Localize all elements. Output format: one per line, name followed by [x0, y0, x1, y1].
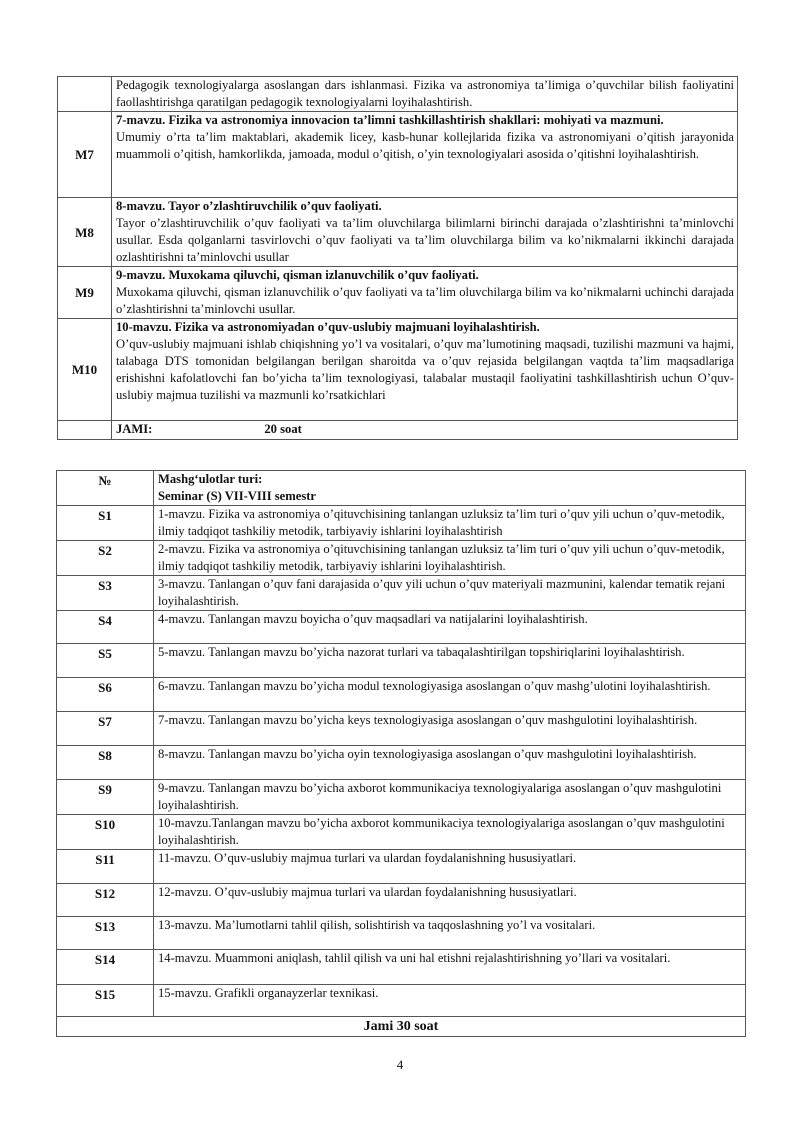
table-row: [57, 815, 746, 850]
row-content: [112, 77, 738, 112]
row-text: 10-mavzu.Tanlangan mavzu bo’yicha axborot kommunikaciya texnologiyalariga asoslangan o’quv mashgulotini loyihalashtirish.: [154, 815, 746, 850]
table-row: [57, 611, 746, 644]
table-row: [57, 746, 746, 780]
row-title: 8-mavzu. Tayor o’zlashtiruvchilik o’quv faoliyati.: [116, 199, 382, 213]
total-hours: 20 soat: [264, 422, 302, 436]
row-code: S8: [57, 746, 154, 780]
row-text: 6-mavzu. Tanlangan mavzu bo’yicha modul texnologiyasiga asoslangan o’quv mashg’ulotini loyihalashtirish.: [154, 678, 746, 712]
page-number: 4: [396, 1057, 404, 1072]
row-code: M10: [58, 319, 112, 421]
row-content: [112, 267, 738, 319]
row-code: S6: [57, 678, 154, 712]
row-code: M9: [58, 267, 112, 319]
row-content: [112, 198, 738, 267]
table-row: [57, 850, 746, 884]
total-row: [57, 1017, 746, 1037]
row-code: S10: [57, 815, 154, 850]
row-code: M7: [58, 112, 112, 198]
row-text: 7-mavzu. Tanlangan mavzu bo’yicha keys texnologiyasiga asoslangan o’quv mashgulotini loyihalashtirish.: [154, 712, 746, 746]
table-row: [58, 77, 738, 112]
total-row: [58, 421, 738, 440]
row-description: Muxokama qiluvchi, qisman izlanuvchilik o’quv faoliyati va ta’lim oluvchilarga bilim va ko’nikmalarni uchinchi darajada o’zlashtirishni ta’minlovchi usullar.: [116, 285, 734, 316]
row-code: M8: [58, 198, 112, 267]
row-code: S12: [57, 884, 154, 917]
table-row: [57, 950, 746, 985]
row-code: S3: [57, 576, 154, 611]
table-row: [57, 644, 746, 678]
table-row: [57, 576, 746, 611]
table-row: [58, 319, 738, 421]
row-description: O’quv-uslubiy majmuani ishlab chiqishning yo’l va vositalari, o’quv ma’lumotining maqsadi, tuzilishi mazmuni va hajmi, talabaga DTS tomonidan belgilangan berilgan sharoitda va o’quv rejasida belgilangan vaqtda ta’lim maqsadlariga erishishni kafolatlovchi fan bo’yicha ta’lim texnologiyasi, talabalar mustaqil faoliyatini tashkillashtirish uchun O’quv-uslubiy majmua tuzilishi va mazmunli ko’rsatkichlari: [116, 337, 734, 402]
table-row: [57, 917, 746, 950]
row-text: 12-mavzu. O’quv-uslubiy majmua turlari va ulardan foydalanishning hususiyatlari.: [154, 884, 746, 917]
total-cell: Jami 30 soat: [57, 1017, 746, 1037]
row-text: 2-mavzu. Fizika va astronomiya o’qituvchisining tanlangan uzluksiz ta’lim turi o’quv yili uchun o’quv-metodik, ilmiy tadqiqot tashkiliy metodik, tarbiyaviy ishlarini loyihalashtirish.: [154, 541, 746, 576]
table-row: [57, 985, 746, 1017]
table-row: [58, 112, 738, 198]
row-text: 11-mavzu. O’quv-uslubiy majmua turlari va ulardan foydalanishning hususiyatlari.: [154, 850, 746, 884]
row-code: S4: [57, 611, 154, 644]
row-title: 10-mavzu. Fizika va astronomiyadan o’quv-uslubiy majmuani loyihalashtirish.: [116, 320, 540, 334]
total-label: JAMI:: [116, 422, 153, 436]
row-content: [112, 319, 738, 421]
row-text: 5-mavzu. Tanlangan mavzu bo’yicha nazorat turlari va tabaqalashtirilgan topshiriqlarini loyihalashtirish.: [154, 644, 746, 678]
header-content: [154, 471, 746, 506]
table-row: [57, 506, 746, 541]
seminar-topics-table: [56, 470, 746, 1037]
total-cell: [112, 421, 738, 440]
row-text: 13-mavzu. Ma’lumotlarni tahlil qilish, solishtirish va taqqoslashning yo’l va vositalari.: [154, 917, 746, 950]
table-row: [57, 712, 746, 746]
row-code: [58, 77, 112, 112]
row-text: 3-mavzu. Tanlangan o’quv fani darajasida o’quv yili uchun o’quv materiyali mazmunini, kalendar tematik rejani loyihalashtirish.: [154, 576, 746, 611]
row-code: S7: [57, 712, 154, 746]
row-title: 7-mavzu. Fizika va astronomiya innovacion ta’limni tashkillashtirish shakllari: mohiyati va mazmuni.: [116, 113, 664, 127]
lecture-topics-table: [57, 76, 738, 440]
row-code: S11: [57, 850, 154, 884]
row-text: 14-mavzu. Muammoni aniqlash, tahlil qilish va uni hal etishni rejalashtirishning yo’llari va vositalari.: [154, 950, 746, 985]
row-text: 9-mavzu. Tanlangan mavzu bo’yicha axborot kommunikaciya texnologiyalariga asoslangan o’quv mashgulotini loyihalashtirish.: [154, 780, 746, 815]
row-description: Tayor o’zlashtiruvchilik o’quv faoliyati va ta’lim oluvchilarga bilimlarni birinchi darajada o’zlashtirishni ta’minlovchi usullar. Esda qolganlarni tasvirlovchi o’quv faoliyati va ta’lim oluvchilarga bilim va ko’nikmalarni ikkinchi darajada ozlashtirishni ta’minlovchi usullar: [116, 216, 734, 264]
row-code: S5: [57, 644, 154, 678]
header-type-label: Mashg‘ulotlar turi:: [158, 472, 263, 486]
row-text: 1-mavzu. Fizika va astronomiya o’qituvchisining tanlangan uzluksiz ta’lim turi o’quv yili uchun o’quv-metodik, ilmiy tadqiqot tashkiliy metodik, tarbiyaviy ishlarini loyihalashtirish: [154, 506, 746, 541]
header-number: №: [57, 471, 154, 506]
table-row: [57, 678, 746, 712]
row-description: Pedagogik texnologiyalarga asoslangan dars ishlanmasi. Fizika va astronomiya ta’limiga o’quvchilar bilish faoliyatini faollashtirishga qaratilgan pedagogik texnologiyalarni loyihalashtirish.: [116, 78, 734, 109]
row-code: S14: [57, 950, 154, 985]
row-code: S15: [57, 985, 154, 1017]
row-code: S2: [57, 541, 154, 576]
row-code: S1: [57, 506, 154, 541]
row-text: 8-mavzu. Tanlangan mavzu bo’yicha oyin texnologiyasiga asoslangan o’quv mashgulotini loyihalashtirish.: [154, 746, 746, 780]
table-row: [58, 267, 738, 319]
row-code: S13: [57, 917, 154, 950]
table-row: [57, 780, 746, 815]
row-content: [112, 112, 738, 198]
header-row: [57, 471, 746, 506]
table-row: [57, 541, 746, 576]
header-semester-label: Seminar (S) VII-VIII semestr: [158, 489, 316, 503]
table-row: [58, 198, 738, 267]
row-title: 9-mavzu. Muxokama qiluvchi, qisman izlanuvchilik o’quv faoliyati.: [116, 268, 479, 282]
row-code: S9: [57, 780, 154, 815]
row-description: Umumiy o’rta ta’lim maktablari, akademik licey, kasb-hunar kollejlarida fizika va astronomiyani o’qitish jarayonida muammoli o’qitish, hamkorlikda, jamoada, modul o’qitish, o’yin texnologiyalari asosida o’qitishni loyihalashtirish.: [116, 130, 734, 161]
table-row: [57, 884, 746, 917]
row-text: 4-mavzu. Tanlangan mavzu boyicha o’quv maqsadlari va natijalarini loyihalashtirish.: [154, 611, 746, 644]
row-text: 15-mavzu. Grafikli organayzerlar texnikasi.: [154, 985, 746, 1017]
